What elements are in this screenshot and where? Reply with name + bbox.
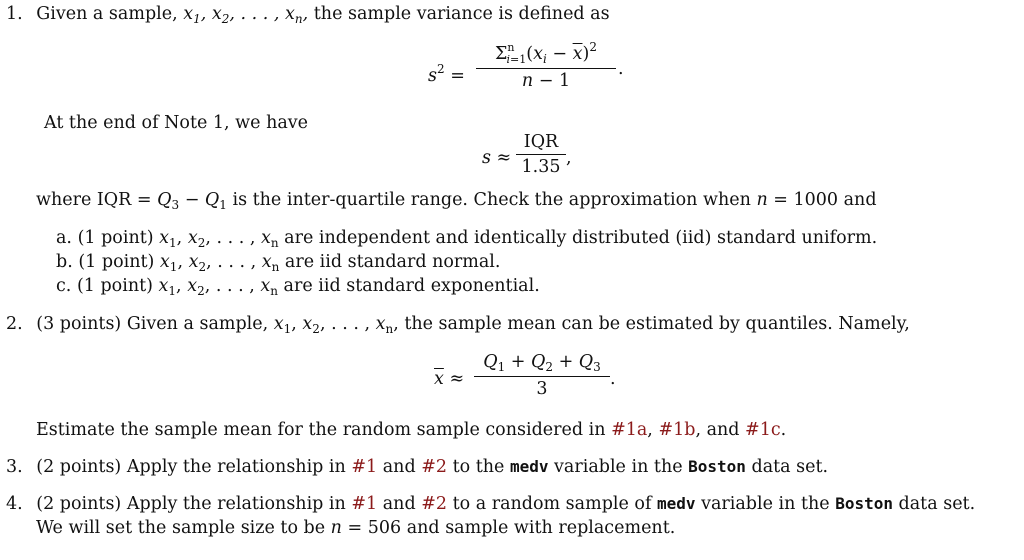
item-number: 4. <box>6 494 23 514</box>
item-4-line: 4. (2 points) Apply the relationship in #1 and #2 to a random sample of medv variable in the Boston data set. <box>6 494 976 514</box>
iqr-lhs: s ≈ <box>482 148 512 168</box>
code-medv: medv <box>509 457 549 476</box>
code-boston: Boston <box>835 494 893 513</box>
sub-item-b: b. (1 point) $x_1$, $x_2$, . . . , $x_n$ are iid standard normal. <box>56 252 501 274</box>
sub-item-c: c. (1 point) $x_1$, $x_2$, . . . , $x_n$ are iid standard exponential. <box>56 276 540 298</box>
item-number: 2. <box>6 314 23 334</box>
ref-1a-link[interactable]: #1a <box>611 420 648 440</box>
item-number: 3. <box>6 457 23 477</box>
note-line: At the end of Note 1, we have <box>44 113 309 133</box>
item-text: the sample variance is defined as <box>308 4 610 24</box>
ref-1-link[interactable]: #1 <box>351 494 378 514</box>
ref-2-link[interactable]: #2 <box>421 457 448 477</box>
iqr-numerator: IQR <box>516 132 566 155</box>
variance-numerator: $\Sigma^n_{i=1}(x_i - \overline{x})^2$ <box>476 40 616 69</box>
estimate-line: Estimate the sample mean for the random sample considered in #1a, #1b, and #1c. <box>36 420 787 440</box>
sample-sequence: $x_1$, $x_2$, . . . , $x_n$, <box>183 4 309 26</box>
n-sample-value: 506 <box>367 518 402 538</box>
item-1-line <box>6 3 610 30</box>
variance-fraction <box>476 40 616 91</box>
mean-fraction <box>474 352 610 399</box>
item-2-line: 2. (3 points) Given a sample, $x_1$, $x_2$, . . . , $x_n$, the sample mean can be estimated by quantiles. Namely, <box>6 314 910 336</box>
code-boston: Boston <box>688 457 746 476</box>
variance-lhs: $s^2$ = <box>428 62 465 86</box>
variance-denominator: n − 1 <box>521 71 571 91</box>
ref-1c-link[interactable]: #1c <box>745 420 781 440</box>
where-text: is the inter-quartile range. Check the approximation when <box>226 190 757 210</box>
iqr-fraction <box>516 132 566 177</box>
where-text: where IQR = <box>36 190 158 210</box>
n-value: 1000 <box>793 190 839 210</box>
ref-1-link[interactable]: #1 <box>351 457 378 477</box>
where-line: where IQR = $Q_3 - Q_1$ is the inter-quartile range. Check the approximation when n = 1000 and <box>36 190 877 212</box>
item-4-line-2: We will set the sample size to be n = 506 and sample with replacement. <box>36 518 676 538</box>
sub-item-a: a. (1 point) $x_1$, $x_2$, . . . , $x_n$ are independent and identically distributed (iid) standard uniform. <box>56 228 878 250</box>
mean-numerator: $Q_1 + Q_2 + Q_3$ <box>474 352 610 377</box>
code-medv: medv <box>657 494 696 513</box>
equation-comma: , <box>566 148 572 168</box>
mean-denominator: 3 <box>536 379 548 399</box>
ref-1b-link[interactable]: #1b <box>658 420 696 440</box>
iqr-denominator: 1.35 <box>521 157 561 177</box>
item-number: 1. <box>6 4 23 24</box>
mean-lhs: $\overline{x}$ ≈ <box>434 369 465 389</box>
equation-period: . <box>618 59 624 79</box>
item-3-line: 3. (2 points) Apply the relationship in #1 and #2 to the medv variable in the Boston data set. <box>6 457 829 477</box>
equation-period: . <box>610 369 616 389</box>
ref-2-link[interactable]: #2 <box>421 494 448 514</box>
item-text: Given a sample, <box>36 4 184 24</box>
